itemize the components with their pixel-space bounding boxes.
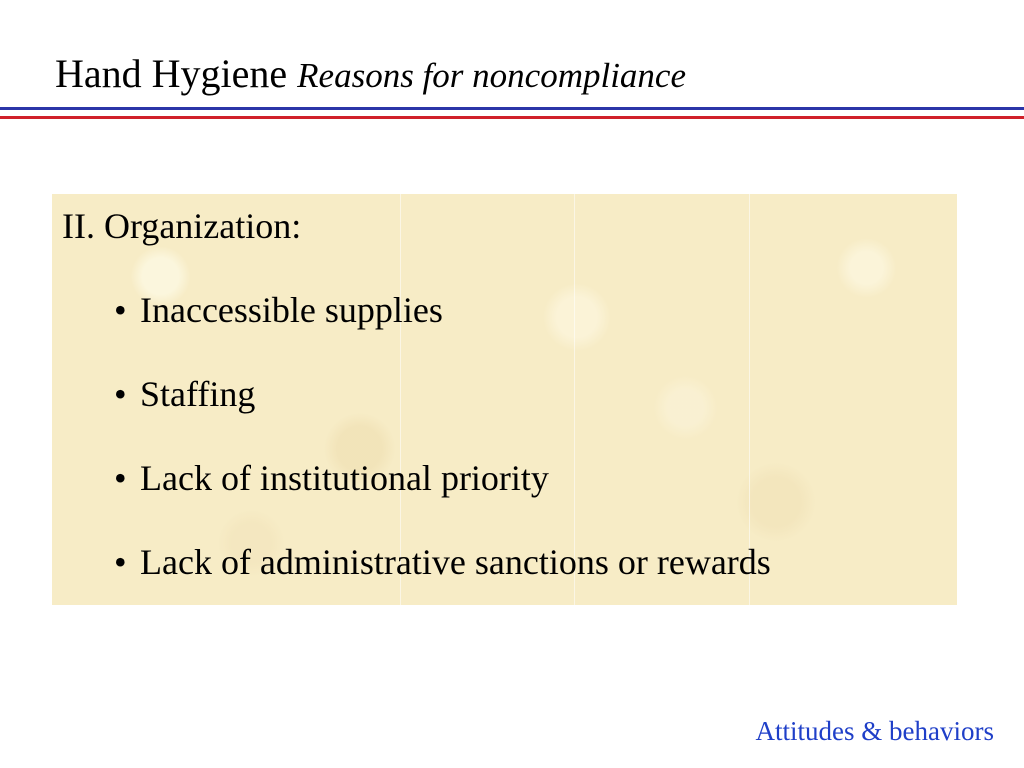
- list-item-text: Lack of institutional priority: [140, 458, 549, 498]
- list-item: [114, 372, 771, 456]
- bullet-glyph: •: [114, 374, 127, 414]
- list-item: [114, 288, 771, 372]
- title-rule-red: [0, 116, 1024, 119]
- footer-label: Attitudes & behaviors: [755, 716, 994, 746]
- list-item: [114, 540, 771, 624]
- bullet-glyph: •: [114, 290, 127, 330]
- list-item-text: Staffing: [140, 374, 256, 414]
- bullet-list: [114, 288, 771, 624]
- list-item-text: Lack of administrative sanctions or rewards: [140, 542, 771, 582]
- section-heading: II. Organization:: [62, 206, 302, 246]
- content-panel: [52, 194, 957, 605]
- bullet-glyph: •: [114, 542, 127, 582]
- title-subtitle: Reasons for noncompliance: [297, 56, 686, 95]
- list-item-text: Inaccessible supplies: [140, 290, 443, 330]
- title-rule-blue: [0, 107, 1024, 110]
- title-main: Hand Hygiene: [55, 51, 288, 96]
- bullet-glyph: •: [114, 458, 127, 498]
- slide-title: [55, 50, 686, 100]
- list-item: [114, 456, 771, 540]
